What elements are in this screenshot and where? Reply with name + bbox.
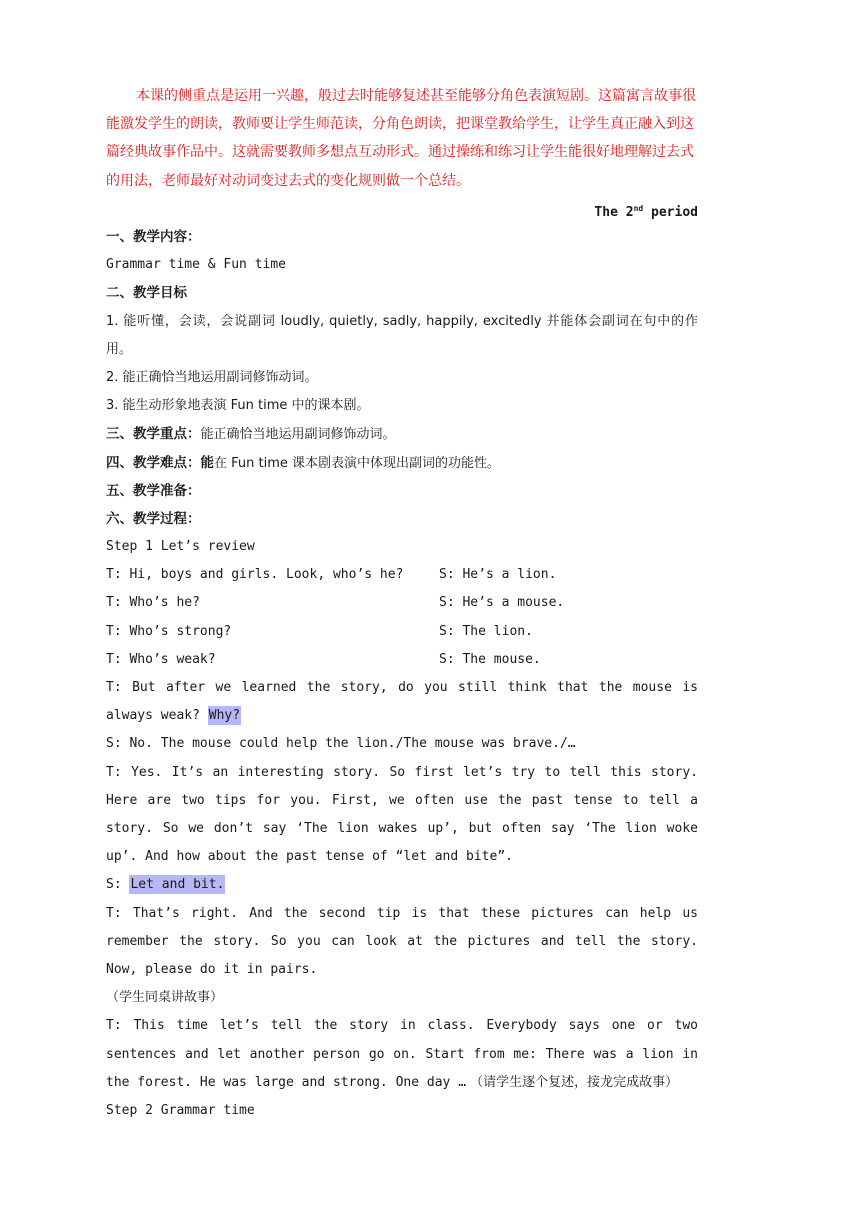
dialog-teacher: T: Who’s strong?: [106, 623, 232, 639]
section-4: [106, 449, 698, 477]
paragraph-class-text: T: This time let’s tell the story in class. Everybody says one or two sentences and let another person go on. Start from me: There was a lion in the forest. He was large and strong. One day …: [106, 1018, 698, 1090]
goal-3: 3. 能生动形象地表演 Fun time 中的课本剧。: [106, 398, 370, 414]
step-2-title: Step 2 Grammar time: [106, 1103, 255, 1119]
step-1-title: Step 1 Let’s review: [106, 539, 255, 555]
section-2-heading: 二、教学目标: [106, 285, 187, 302]
dialog-student: S: He’s a mouse.: [439, 595, 565, 611]
period-heading: [106, 195, 698, 223]
period-post: period: [643, 204, 698, 220]
dialog-row: [106, 618, 698, 646]
dialog-teacher: T: Hi, boys and girls. Look, who’s he?: [106, 567, 404, 583]
paragraph-pictures: T: That’s right. And the second tip is that these pictures can help us remember the story. So you can look at the pictures and tell the story. Now, please do it in pairs.: [106, 905, 698, 978]
intro-paragraph: 本课的侧重点是运用一兴趣，般过去时能够复述甚至能够分角色表演短剧。这篇寓言故事很能激发学生的朗读，教师要让学生师范读，分角色朗读，把课堂教给学生，让学生真正融入到这篇经典故事作品中。这就需要教师多想点互动形式。通过操练和练习让学生能很好地理解过去式的用法，老师最好对动词变过去式的变化规则做一个总结。: [106, 88, 696, 189]
document-page: [106, 82, 698, 1125]
section-4-heading: 四、教学难点：: [106, 454, 201, 471]
dialog-teacher: T: Who’s weak?: [106, 651, 216, 667]
goal-2: 2. 能正确恰当地运用副词修饰动词。: [106, 369, 318, 385]
paragraph-why-text: T: But after we learned the story, do you still think that the mouse is always weak?: [106, 680, 698, 724]
paragraph-class-note: （请学生逐个复述，接龙完成故事）: [466, 1074, 679, 1090]
speaker-label: S:: [106, 877, 122, 893]
paragraph-brave: S: No. The mouse could help the lion./The mouse was brave./…: [106, 736, 576, 752]
section-3-heading: 三、教学重点：: [106, 426, 201, 443]
section-1-text: Grammar time & Fun time: [106, 257, 287, 273]
dialog-student: S: The mouse.: [439, 651, 541, 667]
dialog-student: S: He’s a lion.: [439, 567, 557, 583]
section-3-text: 能正确恰当地运用副词修饰动词。: [200, 427, 396, 443]
paragraph-let-bit: [106, 871, 698, 899]
period-sup: nd: [633, 203, 644, 213]
dialog-row: [106, 561, 698, 589]
highlight-let-bit: Let and bit.: [130, 877, 225, 893]
period-pre: The 2: [594, 204, 634, 220]
paragraph-class: [106, 1012, 698, 1097]
note-pairs: （学生同桌讲故事）: [106, 990, 224, 1006]
paragraph-tips: T: Yes. It’s an interesting story. So first let’s try to tell this story. Here are two tips for you. First, we often use the past tense to tell a story. So we don’t say ‘The lion wakes up’, but often say ‘The lion woke up’. And how about the past tense of “let and bite”.: [106, 764, 698, 865]
dialog-teacher: T: Who’s he?: [106, 595, 200, 611]
highlight-why: Why?: [208, 708, 241, 724]
section-1-heading: 一、教学内容：: [106, 229, 201, 245]
goal-1: 1. 能听懂，会读，会说副词 loudly, quietly, sadly, happily, excitedly 并能体会副词在句中的作用。: [106, 313, 698, 357]
section-4-bold: 能: [200, 454, 214, 471]
section-3: [106, 420, 698, 448]
dialog-student: S: The lion.: [439, 623, 533, 639]
dialog-row: [106, 589, 698, 617]
section-6-heading: 六、教学过程：: [106, 510, 201, 527]
dialog-row: [106, 646, 698, 674]
paragraph-why: [106, 674, 698, 730]
section-5-heading: 五、教学准备：: [106, 482, 201, 499]
section-4-text: 在 Fun time 课本剧表演中体现出副词的功能性。: [214, 455, 501, 471]
